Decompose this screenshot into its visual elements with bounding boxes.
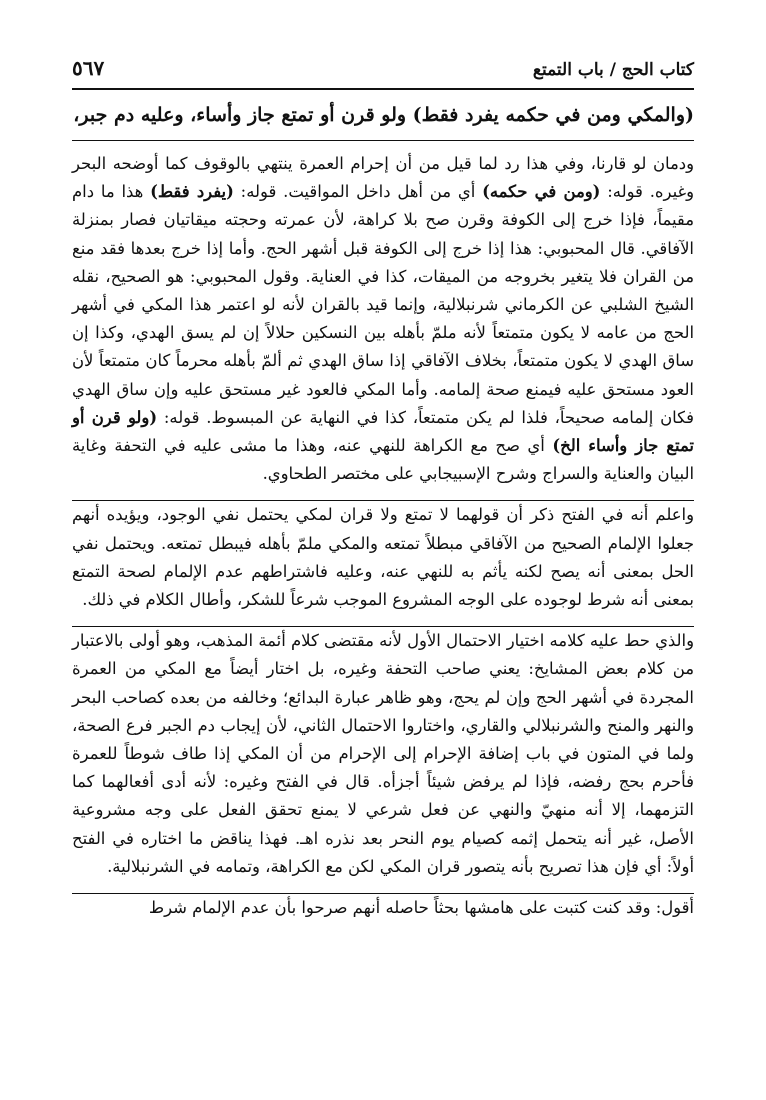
commentary-paragraph-1 <box>72 150 694 488</box>
running-header <box>72 56 694 80</box>
paragraph-text: هذا ما دام مقيماً، فإذا خرج إلى الكوفة وقرن صح بلا كراهة، لأن عمرته وحجته ميقاتيان فصار بمنزلة الآفاقي. قال المحبوبي: هذا إذا خرج إلى الكوفة قبل أشهر الحج. وأما إذا خرج بعدها فقد منع من القران فلا يتغير بخروجه من الميقات، كذا في العناية. وقول المحبوبي: هو الصحيح، نقله الشيخ الشلبي عن الكرماني شرنبلالية، وإنما قيد بالقران لأنه لو اعتمر هذا المكي في أشهر الحج من عامه لا يكون متمتعاً لأنه ملمّ بأهله بين النسكين حلالاً إن لم يسق الهدي، وكذا إن ساق الهدي لا يكون متمتعاً، بخلاف الآفاقي إذا ساق الهدي ثم ألمّ بأهله محرماً كان متمتعاً لأن العود مستحق عليه فيمنع صحة إلمامه. وأما المكي فالعود غير مستحق عليه وإن ساق الهدي فكان إلمامه صحيحاً، فلذا لم يكن متمتعاً، كذا في النهاية عن المبسوط. قوله: <box>72 182 695 427</box>
quoted-matn: (ومن في حكمه) <box>482 182 601 202</box>
paragraph-text: أي صح مع الكراهة للنهي عنه، وهذا ما مشى عليه في التحفة وغاية البيان والعناية والسراج وشرح الإسبيجابي على مختصر الطحاوي. <box>72 436 694 484</box>
paragraph-text: أي من أهل داخل المواقيت. قوله: <box>233 182 483 202</box>
book-section-title: كتاب الحج / باب التمتع <box>532 60 694 80</box>
commentary-body <box>72 150 694 922</box>
matn-text <box>72 96 694 134</box>
commentary-paragraph-2 <box>72 501 694 614</box>
paragraph-text: والذي حط عليه كلامه اختيار الاحتمال الأول لأنه مقتضى كلام أئمة المذهب، وهو أولى بالاعتبار من كلام بعض المشايخ: يعني صاحب التحفة وغيره، بل اختار أيضاً مع المكي من العمرة المجردة في أشهر الحج وإن لم يحج، وهو ظاهر عبارة البدائع؛ وخالفه من بعده كصاحب البحر والنهر والمنح والشرنبلالي والقاري، واختاروا الاحتمال الثاني، لأن إيجاب دم الجبر فرع الصحة، ولما في المتون في باب إضافة الإحرام إلى الإحرام من أن المكي إذا طاف شوطاً للعمرة فأحرم بحج رفضه، فإذا لم يرفض شيئاً أجزأه. قال في الفتح وغيره: لأنه أدى أفعالهما كما التزمهما، إلا أنه منهيّ والنهي عن فعل شرعي لا يمنع تحقق الفعل على وجه مشروعية الأصل، غير أنه يتحمل إثمه كصيام يوم النحر بعد نذره اهـ. فهذا يناقض ما اختاره في الفتح أولاً: أي فإن هذا تصريح بأنه يتصور قران المكي لكن مع الكراهة، وتمامه في الشرنبلالية. <box>72 631 694 876</box>
matn-rest: ولو قرن أو تمتع جاز وأساء، وعليه دم جبر، <box>73 104 413 126</box>
paragraph-text: أقول: وقد كنت كتبت على هامشها بحثاً حاصله أنهم صرحوا بأن عدم الإلمام شرط <box>148 898 694 918</box>
commentary-paragraph-3 <box>72 627 694 881</box>
matn-rule <box>72 140 694 141</box>
header-rule <box>72 88 694 90</box>
commentary-paragraph-4 <box>72 894 694 922</box>
paragraph-text: واعلم أنه في الفتح ذكر أن قولهما لا تمتع ولا قران لمكي يحتمل نفي الوجود، ويؤيده أنهم جعلوا الإلمام الصحيح من الآفاقي مبطلاً تمتعه والمكي ملمّ بأهله فيبطل تمتعه. ويحتمل نفي الحل بمعنى أنه يصح لكنه يأثم به للنهي عنه، وعليه فاشتراطهم عدم الإلمام لصحة التمتع بمعنى أنه شرط لوجوده على الوجه المشروع الموجب شرعاً للشكر، وأطال الكلام في ذلك. <box>72 505 694 610</box>
quoted-matn: (يفرد فقط) <box>150 182 234 202</box>
page-number: ٥٦٧ <box>72 56 105 80</box>
paragraph-text: ودمان لو قارنا، وفي هذا رد لما قيل من أن إحرام العمرة ينتهي بالوقوف كما أوضحه البحر وغيره. قوله: <box>72 154 694 202</box>
matn-bold-part: (والمكي ومن في حكمه يفرد فقط) <box>412 104 694 126</box>
quoted-matn: (ولو قرن أو تمتع جاز وأساء الخ) <box>72 407 694 456</box>
